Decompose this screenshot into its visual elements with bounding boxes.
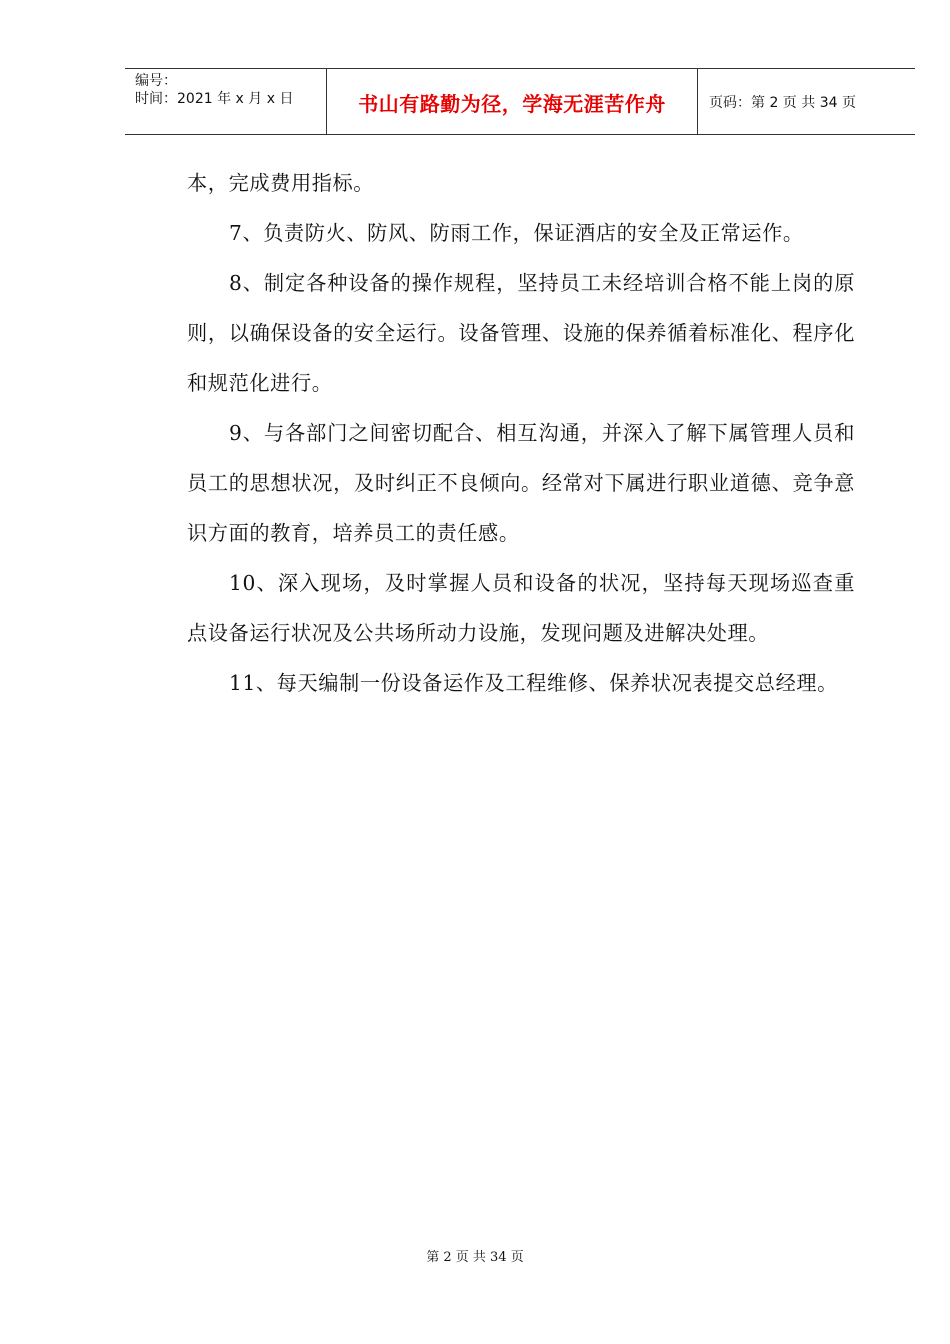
paragraph-item-11: 11、每天编制一份设备运作及工程维修、保养状况表提交总经理。	[229, 671, 838, 695]
header-divider	[697, 69, 698, 134]
paragraph-item-9: 9、与各部门之间密切配合、相互沟通，并深入了解下属管理人员和员工的思想状况，及时纠正不良倾向。经常对下属进行职业道德、竞争意识方面的教育，培养员工的责任感。	[187, 421, 855, 545]
page-header	[125, 68, 915, 135]
paragraph-item-8: 8、制定各种设备的操作规程，坚持员工未经培训合格不能上岗的原则，以确保设备的安全运行。设备管理、设施的保养循着标准化、程序化和规范化进行。	[187, 271, 855, 395]
header-page-number: 页码：第 2 页 共 34 页	[709, 95, 856, 111]
document-time-label: 时间：2021 年 x 月 x 日	[135, 91, 294, 107]
footer-page-number: 第 2 页 共 34 页	[426, 1250, 524, 1265]
paragraph-item-7: 7、负责防火、防风、防雨工作，保证酒店的安全及正常运作。	[229, 221, 804, 245]
paragraph-continuation: 本，完成费用指标。	[187, 171, 375, 195]
paragraph-item-10: 10、深入现场，及时掌握人员和设备的状况，坚持每天现场巡查重点设备运行状况及公共场所动力设施，发现问题及进解决处理。	[187, 571, 855, 645]
header-meta	[135, 72, 293, 108]
header-motto: 书山有路勤为径，学海无涯苦作舟	[358, 91, 666, 116]
document-body	[187, 158, 855, 708]
page-footer	[0, 1246, 950, 1265]
document-number-label: 编号：	[135, 73, 177, 89]
